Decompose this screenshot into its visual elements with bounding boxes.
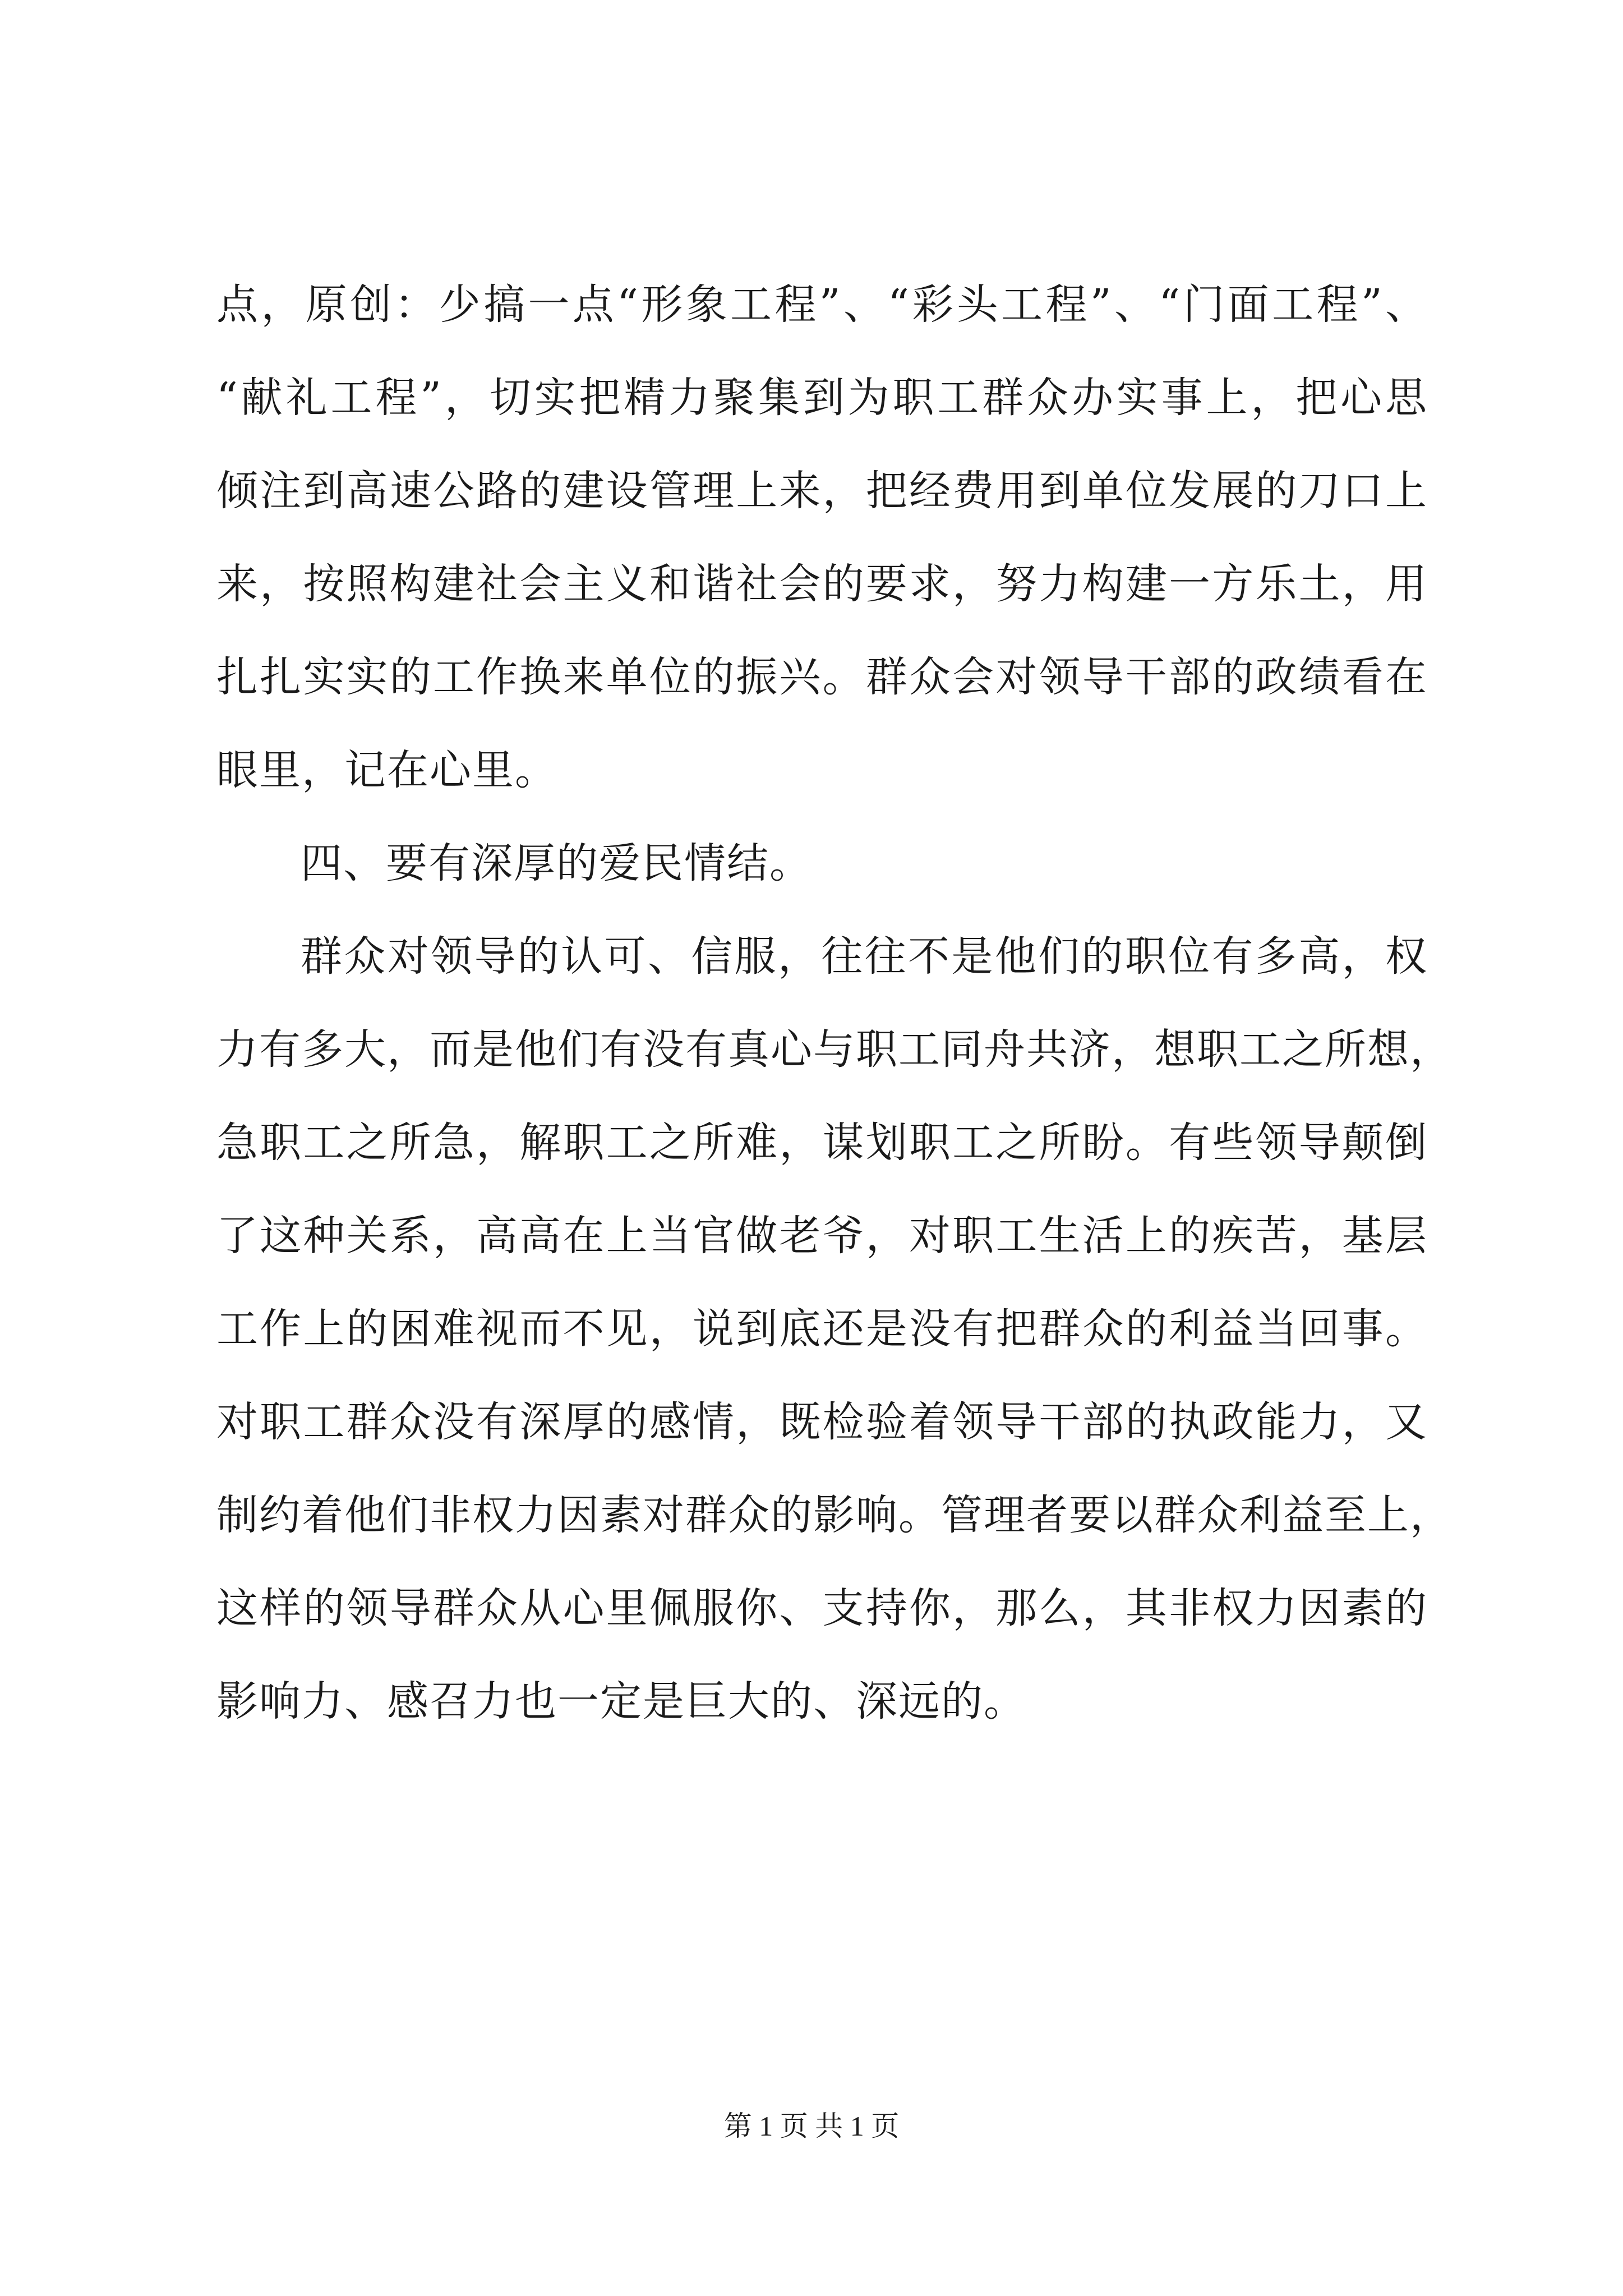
text-line: 眼里，记在心里。: [216, 746, 557, 794]
text-line: 来，按照构建社会主义和谐社会的要求，努力构建一方乐土，用: [216, 560, 1428, 608]
text-line: “献礼工程”，切实把精力聚集到为职工群众办实事上，把心思: [216, 374, 1428, 422]
text-line: 工作上的困难视而不见，说到底还是没有把群众的利益当回事。: [216, 1305, 1428, 1353]
text-line: 倾注到高速公路的建设管理上来，把经费用到单位发展的刀口上: [216, 467, 1428, 515]
text-line: 急职工之所急，解职工之所难，谋划职工之所盼。有些领导颠倒: [216, 1119, 1428, 1167]
text-line: 这样的领导群众从心里佩服你、支持你，那么，其非权力因素的: [216, 1584, 1428, 1632]
text-line: 点，原创：少搞一点“形象工程”、“彩头工程”、“门面工程”、: [216, 280, 1428, 329]
text-line: 群众对领导的认可、信服，往往不是他们的职位有多高，权: [301, 932, 1428, 981]
text-line: 影响力、感召力也一定是巨大的、深远的。: [216, 1677, 1026, 1726]
text-line: 四、要有深厚的爱民情结。: [301, 839, 812, 887]
text-line: 力有多大，而是他们有没有真心与职工同舟共济，想职工之所想，: [216, 1025, 1453, 1074]
page-footer: 第 1 页 共 1 页: [723, 2110, 900, 2142]
text-line: 扎扎实实的工作换来单位的振兴。群众会对领导干部的政绩看在: [216, 653, 1428, 701]
text-line: 制约着他们非权力因素对群众的影响。管理者要以群众利益至上，: [216, 1491, 1453, 1539]
body-text: [216, 258, 1453, 1748]
text-line: 对职工群众没有深厚的感情，既检验着领导干部的执政能力，又: [216, 1398, 1428, 1446]
text-line: 了这种关系，高高在上当官做老爷，对职工生活上的疾苦，基层: [216, 1212, 1428, 1260]
